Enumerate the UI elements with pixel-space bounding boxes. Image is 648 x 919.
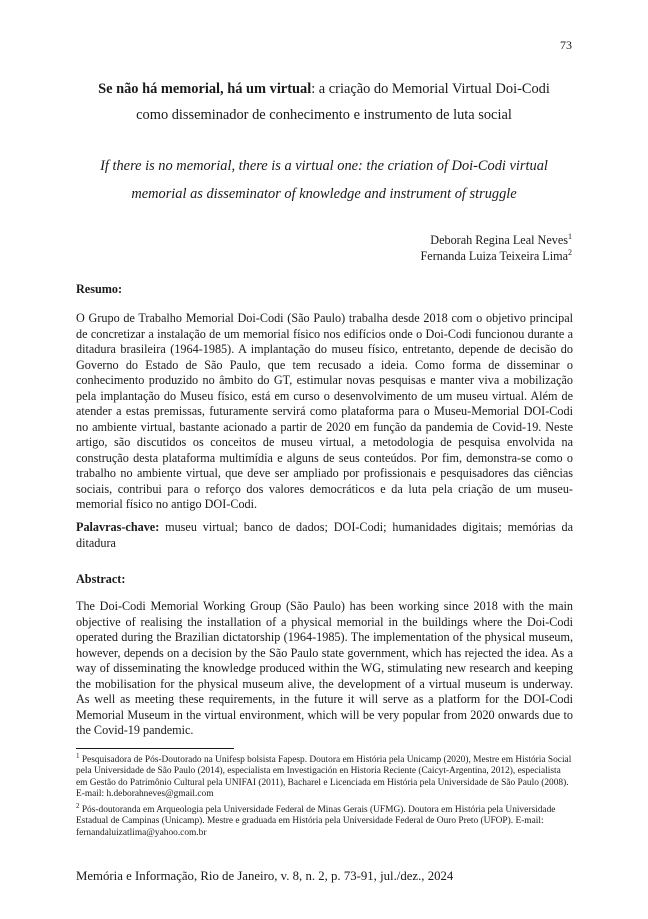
footnote: [76, 751, 573, 801]
title-pt-bold: Se não há memorial, há um virtual: [98, 81, 312, 97]
footnote-text: Pós-doutoranda em Arqueologia pela Universidade Federal de Minas Gerais (UFMG). Doutora em História pela Universidade Estadual de Campinas (Unicamp). Mestre e graduada em História pela Universidade Federal de Ouro Preto (UFOP). E-mail: fernandaluizatlima@yahoo.com.br: [76, 805, 556, 838]
keywords: [76, 520, 573, 551]
title-portuguese: [60, 76, 588, 128]
author-footnote-ref[interactable]: 2: [568, 247, 572, 257]
footnote-divider: [76, 748, 234, 749]
title-pt-line2: como disseminador de conhecimento e instrumento de luta social: [136, 107, 512, 123]
author-list: [421, 232, 572, 264]
footnote-text: Pesquisadora de Pós-Doutorado na Unifesp bolsista Fapesp. Doutora em História pela Unicamp (2020), Mestre em História Social pela Universidade de São Paulo (2014), especialista em Investigación en Historia Reciente (Caicyt-Argentina, 2012), especialista em Gestão do Patrimônio Cultural pela UNIFAI (2011), Bacharel e Licenciada em História pela Universidade de São Paulo (2008). E-mail: h.deborahneves@gmail.com: [76, 755, 572, 800]
title-en-line2: memorial as disseminator of knowledge and instrument of struggle: [131, 186, 517, 202]
abstract-text: The Doi-Codi Memorial Working Group (São Paulo) has been working since 2018 with the main objective of realising the installation of a physical memorial in the buildings where the Doi-Codi operated during the Brazilian dictatorship (1964-1985). The implementation of the physical museum, however, depends on a decision by the São Paulo state government, which has rejected the idea. As a way of disseminating the knowledge produced within the WG, stimulating new research and keeping the mobilisation for the physical museum alive, the development of a virtual museum is underway. As well as meeting these requirements, in the future it will serve as a platform for the DOI-Codi Memorial Museum in the virtual environment, which will be very popular from 2020 onwards due to the Covid-19 pandemic.: [76, 599, 573, 737]
abstract-heading: Abstract:: [76, 572, 126, 586]
footnote-number: 1: [76, 751, 80, 760]
journal-footer: Memória e Informação, Rio de Janeiro, v. 8, n. 2, p. 73-91, jul./dez., 2024: [76, 869, 454, 883]
resumo-text: O Grupo de Trabalho Memorial Doi-Codi (São Paulo) trabalha desde 2018 com o objetivo principal de concretizar a instalação de um memorial físico nos edifícios onde o Doi-Codi funcionou durante a ditadura brasileira (1964-1985). A implantação do museu físico, entretanto, depende de decisão do Governo do Estado de São Paulo, que tem recusado a ideia. Como forma de disseminar o conhecimento produzido no âmbito do GT, estimular novas pesquisas e manter viva a mobilização pela implantação do Museu físico, está em curso o desenvolvimento de um museu virtual. Além de atender a estas premissas, futuramente servirá como plataforma para o Museu-Memorial DOI-Codi no ambiente virtual, bastante acionado a partir de 2020 em função da pandemia de Covid-19. Neste artigo, são discutidos os conceitos de museu virtual, a metodologia de pesquisa envolvida na construção desta plataforma multimídia e alguns de seus conteúdos. Por fim, demonstra-se como o trabalho no ambiente virtual, que deve ser ampliado por profissionais e pesquisadores das ciências sociais, contribui para o reforço dos valores democráticos e da luta pela criação de um museu-memorial físico no antigo DOI-Codi.: [76, 311, 573, 511]
author-footnote-ref[interactable]: 1: [568, 231, 572, 241]
title-pt-rest: : a criação do Memorial Virtual Doi-Codi: [311, 81, 550, 97]
title-en-line1: If there is no memorial, there is a virtual one: the criation of Doi-Codi virtual: [100, 158, 548, 174]
author: Deborah Regina Leal Neves$^1$: [430, 231, 572, 247]
title-english: [60, 152, 588, 208]
page-number: 73: [560, 38, 572, 52]
author: Fernanda Luiza Teixeira Lima$^2$: [420, 247, 572, 263]
resumo-heading: Resumo:: [76, 282, 123, 296]
keywords-text: museu virtual; banco de dados; DOI-Codi; humanidades digitais; memórias da ditadura: [76, 520, 573, 550]
keywords-label: Palavras-chave:: [76, 520, 160, 534]
footnote-number: 2: [76, 801, 80, 810]
footnote: [76, 801, 573, 839]
